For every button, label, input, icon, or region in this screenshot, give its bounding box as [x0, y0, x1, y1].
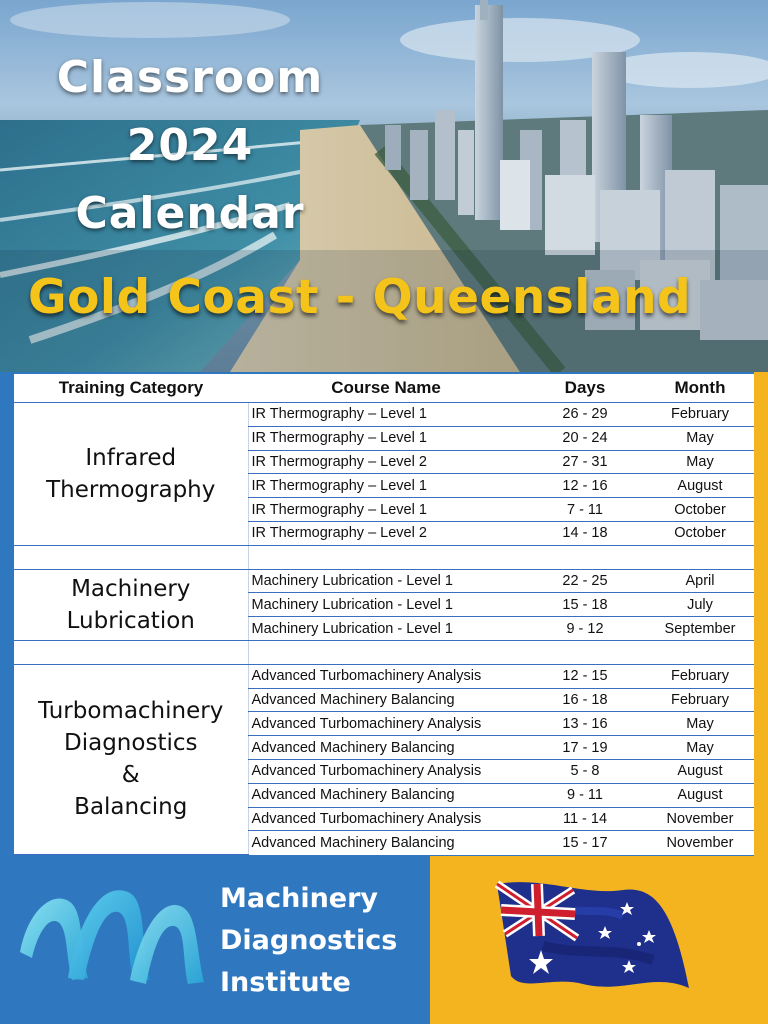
course-month: August [646, 759, 754, 783]
course-name: Machinery Lubrication - Level 1 [248, 593, 524, 617]
course-days: 7 - 11 [524, 498, 646, 522]
header-course-name: Course Name [248, 374, 524, 403]
course-days: 17 - 19 [524, 736, 646, 760]
table-row [14, 664, 754, 688]
course-month: February [646, 688, 754, 712]
right-gold-band [754, 372, 768, 856]
spacer-row [14, 545, 754, 569]
course-name: Machinery Lubrication - Level 1 [248, 569, 524, 593]
course-name: Advanced Machinery Balancing [248, 688, 524, 712]
course-days: 5 - 8 [524, 759, 646, 783]
hero-banner [0, 0, 768, 372]
course-name: Advanced Turbomachinery Analysis [248, 807, 524, 831]
table-header-row [14, 374, 754, 403]
course-month: October [646, 521, 754, 545]
course-name: Advanced Machinery Balancing [248, 831, 524, 854]
table-row [14, 403, 754, 427]
course-days: 27 - 31 [524, 450, 646, 474]
course-name: Advanced Turbomachinery Analysis [248, 664, 524, 688]
course-month: August [646, 474, 754, 498]
brand-line-1: Machinery [220, 883, 379, 914]
course-days: 11 - 14 [524, 807, 646, 831]
course-month: August [646, 783, 754, 807]
brand-line-3: Institute [220, 967, 351, 998]
course-month: May [646, 736, 754, 760]
course-days: 14 - 18 [524, 521, 646, 545]
course-days: 15 - 17 [562, 834, 608, 851]
course-name: Advanced Turbomachinery Analysis [248, 712, 524, 736]
title-line-3: Calendar [75, 188, 305, 239]
course-days: 26 - 29 [524, 403, 646, 427]
course-month: July [646, 593, 754, 617]
header-training-category: Training Category [14, 374, 248, 403]
course-name: IR Thermography – Level 1 [248, 474, 524, 498]
category-turbomachinery-diagnostics-balancing: Turbomachinery Diagnostics & Balancing [14, 664, 248, 854]
title-line-2: 2024 [126, 120, 254, 171]
title-line-1: Classroom [56, 52, 324, 103]
course-days: 20 - 24 [524, 426, 646, 450]
course-days: 15 - 18 [524, 593, 646, 617]
course-days: 16 - 18 [524, 688, 646, 712]
left-blue-band [0, 372, 14, 856]
spacer-row [14, 640, 754, 664]
course-days: 9 - 11 [524, 783, 646, 807]
course-days: 13 - 16 [524, 712, 646, 736]
header-month: Month [646, 374, 754, 403]
course-month: October [646, 498, 754, 522]
calendar-title [20, 44, 360, 248]
course-month: September [646, 617, 754, 641]
table-row [14, 569, 754, 593]
course-month: May [646, 450, 754, 474]
course-month: November [646, 807, 754, 831]
course-month: April [646, 569, 754, 593]
course-name: IR Thermography – Level 1 [248, 426, 524, 450]
header-days: Days [524, 374, 646, 403]
course-name: Advanced Machinery Balancing [248, 736, 524, 760]
course-schedule-table [14, 374, 754, 855]
course-month: November [666, 834, 734, 851]
course-name: IR Thermography – Level 2 [248, 521, 524, 545]
course-name: IR Thermography – Level 1 [248, 403, 524, 427]
course-month: May [646, 712, 754, 736]
institute-name [220, 878, 397, 1004]
brand-line-2: Diagnostics [220, 925, 398, 956]
course-name: IR Thermography – Level 1 [248, 498, 524, 522]
course-name: IR Thermography – Level 2 [248, 450, 524, 474]
category-machinery-lubrication: Machinery Lubrication [14, 569, 248, 640]
course-month: February [646, 664, 754, 688]
course-days: 22 - 25 [524, 569, 646, 593]
course-name: Advanced Machinery Balancing [248, 783, 524, 807]
course-name: Advanced Turbomachinery Analysis [248, 759, 524, 783]
mdi-wave-m-logo-icon [18, 880, 208, 990]
course-month: May [646, 426, 754, 450]
course-days: 9 - 12 [524, 617, 646, 641]
course-name: Machinery Lubrication - Level 1 [248, 617, 524, 641]
course-days: 12 - 16 [524, 474, 646, 498]
course-month: February [646, 403, 754, 427]
category-infrared-thermography: Infrared Thermography [14, 403, 248, 546]
location-heading: Gold Coast - Queensland [28, 270, 692, 325]
course-days: 12 - 15 [524, 664, 646, 688]
australian-flag-icon [493, 876, 693, 996]
